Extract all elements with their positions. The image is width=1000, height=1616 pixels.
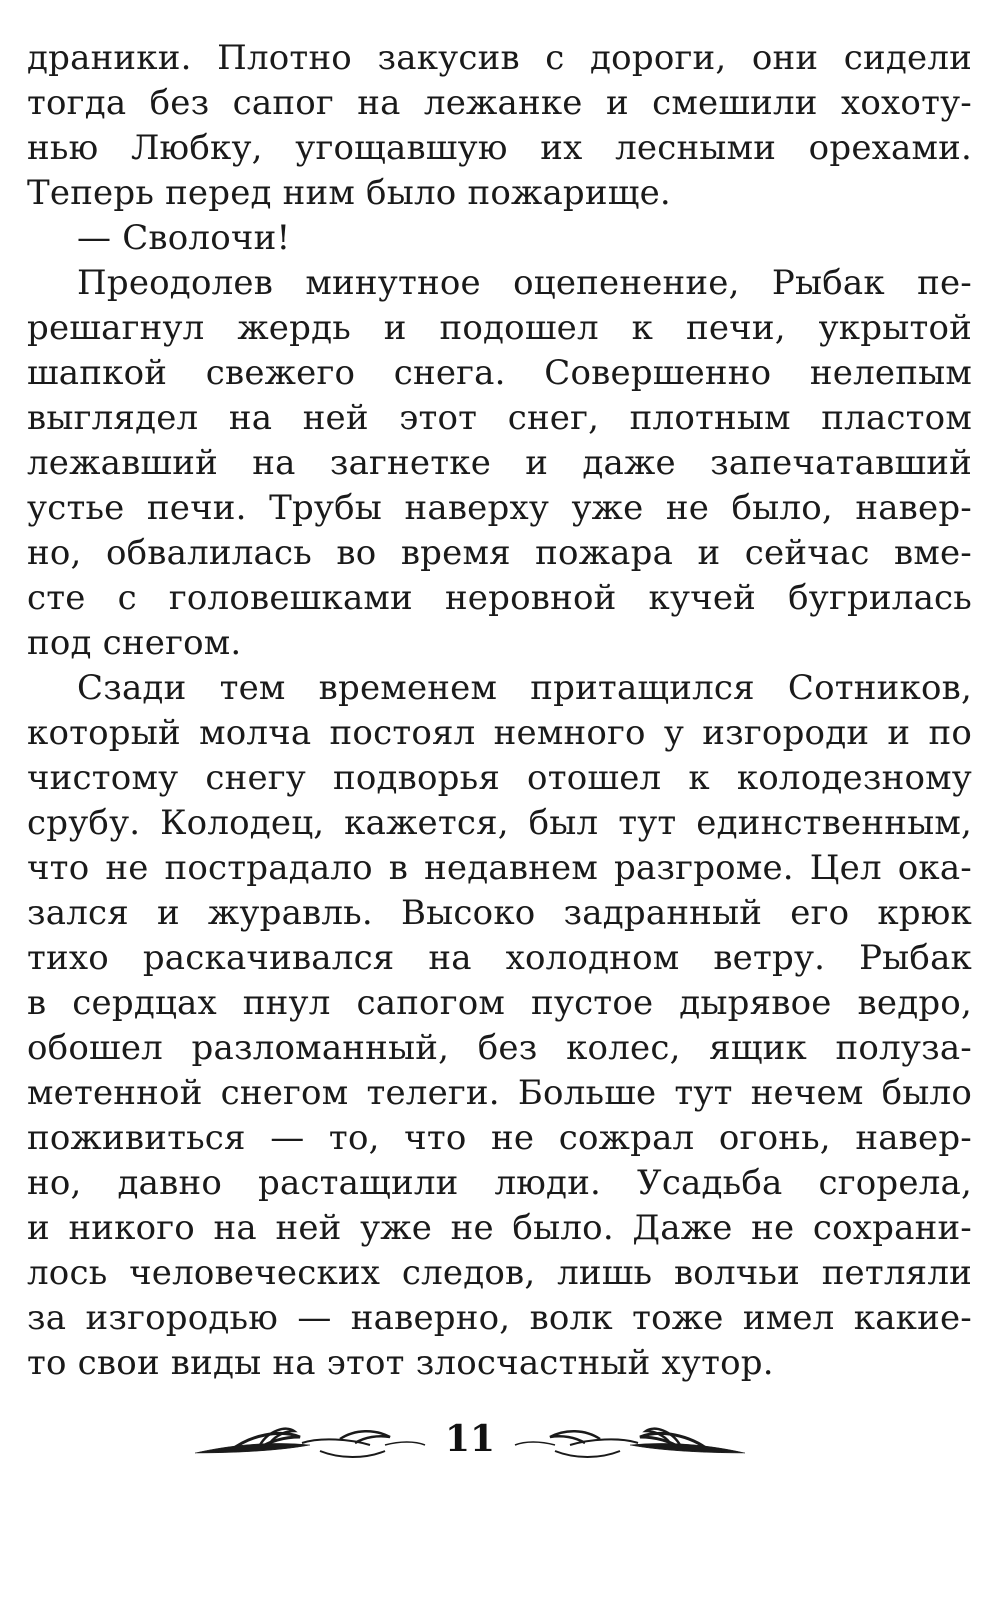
text-line: Сзади тем временем притащился Сотников, bbox=[77, 668, 972, 708]
text-line: нью Любку, угощавшую их лесными орехами. bbox=[27, 128, 972, 168]
text-line: срубу. Колодец, кажется, был тут единственным, bbox=[27, 803, 972, 843]
text-line: выглядел на ней этот снег, плотным пластом bbox=[27, 398, 972, 438]
text-line: лежавший на загнетке и даже запечатавший bbox=[27, 443, 972, 483]
page-text bbox=[27, 36, 972, 1386]
text-line: драники. Плотно закусив с дороги, они сидели bbox=[27, 38, 972, 78]
text-line: под снегом. bbox=[27, 623, 242, 663]
page-footer bbox=[190, 1415, 750, 1475]
text-line: тихо раскачивался на холодном ветру. Рыбак bbox=[27, 938, 972, 978]
text-line: устье печи. Трубы наверху уже не было, навер- bbox=[27, 488, 972, 528]
text-line: что не пострадало в недавнем разгроме. Цел ока- bbox=[27, 848, 972, 888]
text-line: поживиться — то, что не сожрал огонь, навер- bbox=[27, 1118, 972, 1158]
page-number: 11 bbox=[444, 1418, 496, 1460]
text-line: тогда без сапог на лежанке и смешили хохоту- bbox=[27, 83, 972, 123]
text-line: сте с головешками неровной кучей бугрилась bbox=[27, 578, 972, 618]
text-line: обошел разломанный, без колес, ящик полуза- bbox=[27, 1028, 972, 1068]
text-line: метенной снегом телеги. Больше тут нечем было bbox=[27, 1073, 972, 1113]
text-line: то свои виды на этот злосчастный хутор. bbox=[27, 1343, 774, 1383]
text-line: но, давно растащили люди. Усадьба сгорела, bbox=[27, 1163, 972, 1203]
text-line: Преодолев минутное оцепенение, Рыбак пе- bbox=[77, 263, 972, 303]
text-line: Теперь перед ним было пожарище. bbox=[27, 173, 671, 213]
text-line: решагнул жердь и подошел к печи, укрытой bbox=[27, 308, 972, 348]
text-line: за изгородью — наверно, волк тоже имел какие- bbox=[27, 1298, 972, 1338]
dialogue-line: — Сволочи! bbox=[77, 218, 291, 258]
text-line: и никого на ней уже не было. Даже не сохрани- bbox=[27, 1208, 972, 1248]
text-line: зался и журавль. Высоко задранный его крюк bbox=[27, 893, 972, 933]
text-line: чистому снегу подворья отошел к колодезному bbox=[27, 758, 972, 798]
text-line: шапкой свежего снега. Совершенно нелепым bbox=[27, 353, 972, 393]
text-line: лось человеческих следов, лишь волчьи петляли bbox=[27, 1253, 972, 1293]
text-line: в сердцах пнул сапогом пустое дырявое ведро, bbox=[27, 983, 972, 1023]
text-line: который молча постоял немного у изгороди и по bbox=[27, 713, 972, 753]
text-line: но, обвалилась во время пожара и сейчас вме- bbox=[27, 533, 972, 573]
